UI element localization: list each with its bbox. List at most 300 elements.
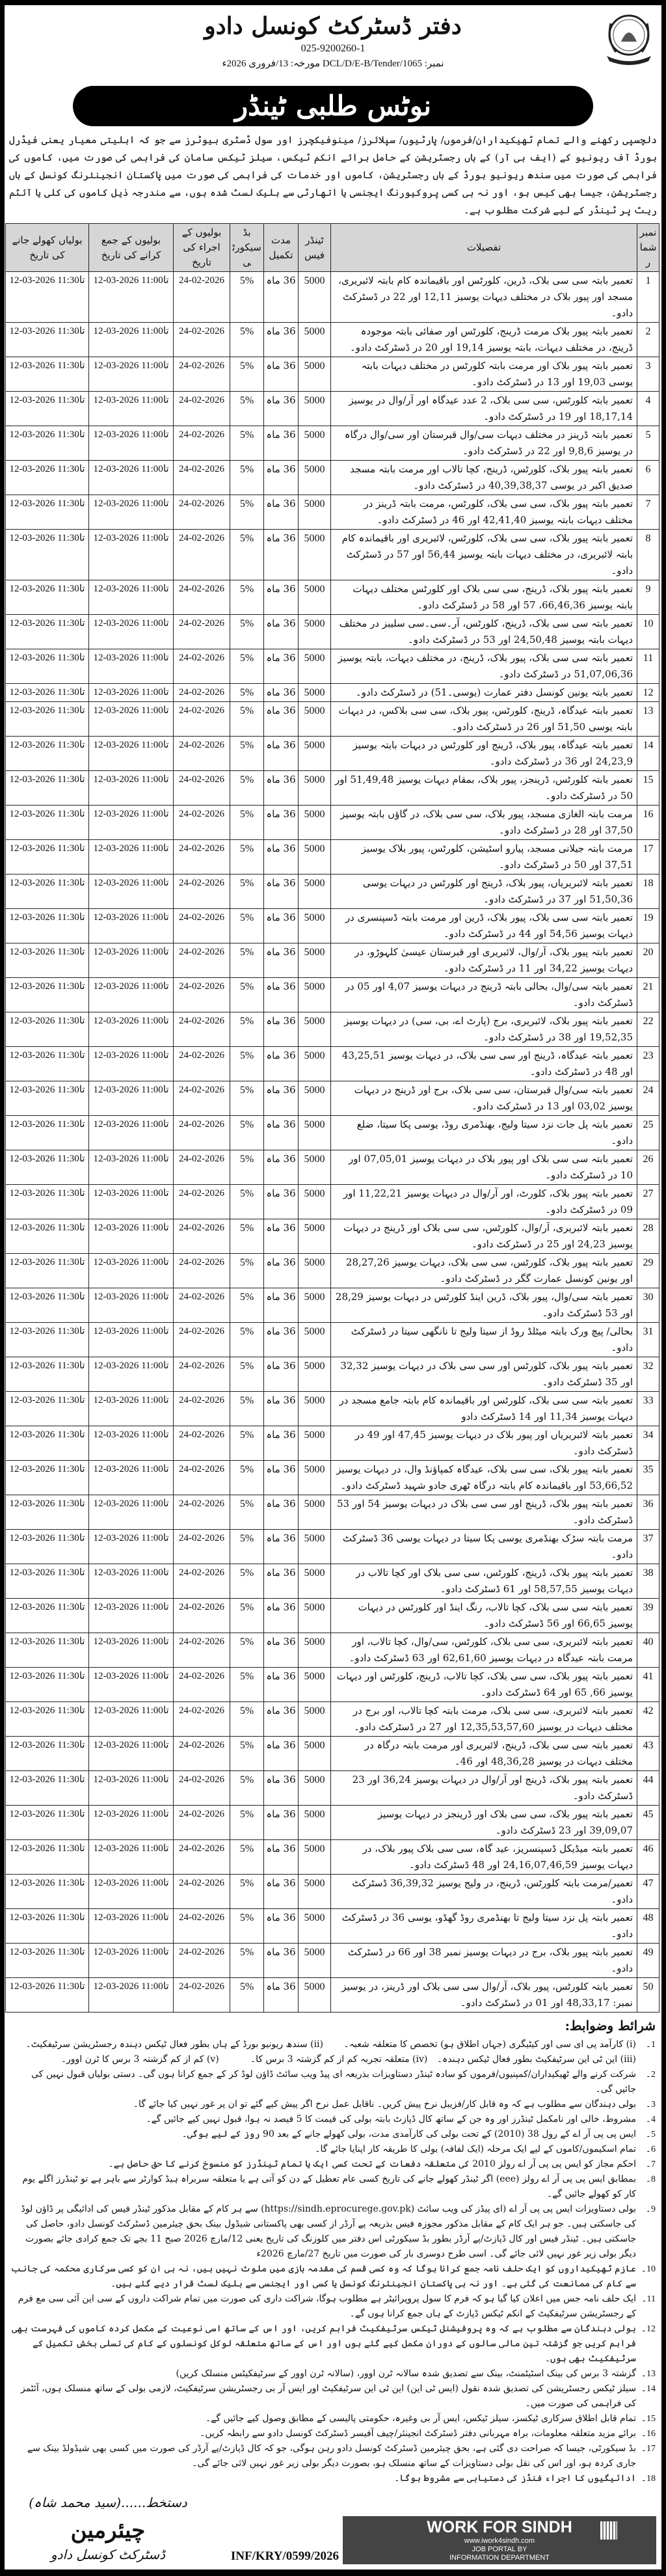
table-row	[6, 737, 659, 771]
row-duration: 36 ماہ	[264, 909, 299, 943]
row-issue-date: 24-02-2026	[174, 1288, 230, 1323]
row-open-time: 11:30	[57, 1361, 79, 1371]
row-submit-time: 11:00	[141, 1533, 163, 1543]
row-bid-security: 5%	[230, 978, 264, 1012]
time-prefix: تا	[163, 1395, 169, 1405]
row-open-time: 11:30	[57, 618, 79, 629]
time-prefix: تا	[79, 1602, 85, 1612]
row-tender-fee: 5000	[299, 1012, 331, 1047]
row-details: تعمیر بابتہ پیور بلاک، ڈرینج اور سی سی بلاک در دیہات یوسیز 54 اور 53 ڈسٹرکٹ دادو۔	[331, 1495, 637, 1530]
time-prefix: تا	[163, 653, 169, 663]
row-duration: 36 ماہ	[264, 1702, 299, 1737]
row-serial-no: 41	[637, 1668, 659, 1702]
row-bid-security: 5%	[230, 1357, 264, 1392]
iwork-for-sindh-banner	[343, 2516, 656, 2564]
row-submit-date	[89, 426, 174, 461]
time-prefix: تا	[79, 464, 85, 474]
row-submit-time: 11:00	[141, 981, 163, 992]
row-details: تعمیر بابتہ سی سی بلاک، پیور بلاک، ڈرینج، در مختلف دیہات، بابتہ یوسیز 51,07,06,36 در ڈسٹرکٹ دادو۔	[331, 649, 637, 684]
row-submit-time: 11:00	[141, 1671, 163, 1681]
term-text: احکم مجاز کو ایس پی پی آر اے رولز 2010 کی متعلقہ دفعات کے تحت کسی ایک یا تمام ٹینڈرز کو منسوخ کرنے کا حق حاصل ہے۔	[108, 2159, 636, 2169]
row-serial-no: 4	[637, 392, 659, 426]
table-row	[6, 1357, 659, 1392]
time-prefix: تا	[163, 1430, 169, 1440]
row-issue-date: 24-02-2026	[174, 806, 230, 840]
row-submit-time: 11:00	[141, 1464, 163, 1474]
term-item	[10, 2292, 656, 2322]
row-open-date	[6, 1219, 89, 1254]
row-submit-time: 11:00	[141, 1636, 163, 1647]
time-prefix: تا	[163, 1947, 169, 1957]
table-row	[6, 1081, 659, 1116]
row-submit-date	[89, 1806, 174, 1840]
time-prefix: تا	[163, 912, 169, 923]
row-details: تعمیر بابتہ پیور بلاک، ڈرینج، کلورٹس، سی سی بلاک اور کچا تالاب در دیہات یوسیز 58,57,55 اور 61 ڈسٹرکٹ دادو۔	[331, 1564, 637, 1599]
row-open-time: 11:30	[57, 395, 79, 405]
row-submit-time: 11:00	[141, 584, 163, 594]
time-prefix: تا	[163, 981, 169, 992]
row-submit-date-value: 12-03-2026	[93, 1774, 139, 1785]
row-submit-time: 11:00	[141, 1843, 163, 1854]
table-row	[6, 1909, 659, 1944]
row-bid-security: 5%	[230, 615, 264, 649]
time-prefix: تا	[79, 843, 85, 854]
term-subitem: (ii) سندھ ریونیو بورڈ کے ہاں بطور فعال ٹیکس دہندہ رجسٹریشن سرٹیفکیٹ۔	[25, 2039, 323, 2050]
row-submit-date-value: 12-03-2026	[93, 912, 139, 923]
row-tender-fee: 5000	[299, 771, 331, 806]
row-open-date-value: 12-03-2026	[9, 740, 55, 750]
row-serial-no: 28	[637, 1219, 659, 1254]
table-row	[6, 1150, 659, 1185]
table-row	[6, 1530, 659, 1564]
row-submit-date	[89, 1426, 174, 1461]
row-issue-date: 24-02-2026	[174, 649, 230, 684]
row-open-date-value: 12-03-2026	[9, 1671, 55, 1681]
time-prefix: تا	[163, 1016, 169, 1026]
time-prefix: تا	[79, 1464, 85, 1474]
row-issue-date: 24-02-2026	[174, 1012, 230, 1047]
row-duration: 36 ماہ	[264, 1840, 299, 1875]
time-prefix: تا	[163, 1050, 169, 1061]
table-row	[6, 1771, 659, 1806]
row-issue-date: 24-02-2026	[174, 1840, 230, 1875]
row-submit-date-value: 12-03-2026	[93, 1602, 139, 1612]
row-duration: 36 ماہ	[264, 1909, 299, 1944]
row-bid-security: 5%	[230, 1978, 264, 2013]
row-bid-security: 5%	[230, 357, 264, 392]
term-item	[10, 2411, 656, 2426]
row-open-date-value: 12-03-2026	[9, 1464, 55, 1474]
header-open-date: بولیاں کھولے جانے کی تاریخ	[6, 224, 89, 272]
term-number: 4۔	[645, 2115, 656, 2124]
row-submit-date-value: 12-03-2026	[93, 360, 139, 371]
time-prefix: تا	[163, 1981, 169, 1992]
row-open-date	[6, 461, 89, 495]
row-details: تعمیر بابتہ سی/وال، پیور بلاک، ڈرین اینڈ کلورٹس در دیہات یوسیز 28,29 اور 53 ڈسٹرکٹ دادو۔	[331, 1288, 637, 1323]
time-prefix: تا	[79, 1016, 85, 1026]
row-duration: 36 ماہ	[264, 684, 299, 702]
row-open-date-value: 12-03-2026	[9, 618, 55, 629]
row-submit-date-value: 12-03-2026	[93, 1878, 139, 1888]
row-open-date-value: 12-03-2026	[9, 1188, 55, 1199]
row-details: تعمیر بابتہ لائبریری، آر/وال، کلورٹس، سی سی بلاک اور ڈرینج در دیہات یوسیز 24,23 اور 25 در ڈسٹرکٹ دادو۔	[331, 1219, 637, 1254]
row-submit-time: 11:00	[141, 1878, 163, 1888]
row-open-date-value: 12-03-2026	[9, 1395, 55, 1405]
row-open-date	[6, 874, 89, 909]
term-text: برائے مزید متعلقہ معلومات، براہ مہربانی دفتر ڈسٹرکٹ انجینئر/چیف آفیسر ڈسٹرکٹ کونسل دادو سے رابطہ کریں۔	[200, 2428, 636, 2439]
row-submit-time: 11:00	[141, 1050, 163, 1061]
row-details: تعمیر بابتہ عیدگاہ، ڈرینج اور سی سی بلاک، در دیہات یوسیز 43,25,51 اور 48 در ڈسٹرکٹ دادو۔	[331, 1047, 637, 1081]
row-serial-no: 26	[637, 1150, 659, 1185]
term-number: 18۔	[641, 2474, 656, 2484]
iwork-line1: JOB PORTAL BY	[472, 2545, 527, 2553]
row-bid-security: 5%	[230, 771, 264, 806]
row-open-date	[6, 1599, 89, 1633]
row-open-date	[6, 615, 89, 649]
table-row	[6, 1702, 659, 1737]
row-open-time: 11:30	[57, 429, 79, 440]
time-prefix: تا	[163, 1188, 169, 1199]
term-subitem: (iii) این ٹی این سرٹیفکیٹ بطور فعال ٹیکس دہندہ۔	[436, 2054, 636, 2065]
row-issue-date: 24-02-2026	[174, 1737, 230, 1771]
row-submit-date-value: 12-03-2026	[93, 1119, 139, 1130]
table-row	[6, 323, 659, 357]
time-prefix: تا	[79, 1119, 85, 1130]
term-text: ایک حلف نامہ جس میں اعلان کیا گیا ہو کہ فرم کا سول پروپرائیٹر ہے مطلوب ہوگا، شراکت داری کی صورت میں تمام شراکت داروں کے سی این آئی سی مع فرم کے رجسٹریشن سرٹیفکیٹ کے انکم ٹیکس ڈپازٹ کے ہاں جمع کرانا ہوں گے۔	[18, 2294, 636, 2319]
row-duration: 36 ماہ	[264, 1978, 299, 2013]
row-tender-fee: 5000	[299, 1978, 331, 2013]
row-tender-fee: 5000	[299, 1219, 331, 1254]
row-submit-date	[89, 392, 174, 426]
row-issue-date: 24-02-2026	[174, 272, 230, 323]
row-submit-date-value: 12-03-2026	[93, 1361, 139, 1371]
row-issue-date: 24-02-2026	[174, 909, 230, 943]
row-duration: 36 ماہ	[264, 1426, 299, 1461]
table-row	[6, 1047, 659, 1081]
row-details: تعمیر بابتہ پیور بلاک، سی سی بلاک اور ڈرینجز در دیہات یوسیز 39,09,07 اور 23 ڈسٹرکٹ دادو۔	[331, 1806, 637, 1840]
row-tender-fee: 5000	[299, 874, 331, 909]
time-prefix: تا	[79, 1981, 85, 1992]
row-issue-date: 24-02-2026	[174, 1081, 230, 1116]
table-row	[6, 978, 659, 1012]
row-details: تعمیر بابتہ پیور بلاک، سی سی بلاک، عیدگاہ کمپاؤنڈ وال، در دیہات یوسیز 53,66,52 اور باقیماندہ کام بابتہ درگاہ ٹھری جادو شہید ڈسٹرکٹ دادو۔	[331, 1461, 637, 1495]
iwork-line2: INFORMATION DEPARTMENT	[449, 2554, 550, 2562]
time-prefix: تا	[163, 878, 169, 888]
row-open-date-value: 12-03-2026	[9, 1292, 55, 1302]
row-submit-time: 11:00	[141, 653, 163, 663]
row-bid-security: 5%	[230, 1564, 264, 1599]
row-issue-date: 24-02-2026	[174, 1150, 230, 1185]
row-details: تعمیر بابتہ سی سی بلاک، ڈرینج، کلورٹس، آر۔سی۔سی سلیبز در مختلف دیہات بابتہ یوسیز 24,50,48 اور 53 در ڈسٹرکٹ دادو۔	[331, 615, 637, 649]
row-bid-security: 5%	[230, 1737, 264, 1771]
row-details: تعمیر بابتہ پیور بلاک، سی سی بلاک، کلورٹس، مرمت بابتہ ڈرینز در مختلف دیہات بابتہ یوسیز 42,41,40 اور 46 در ڈسٹرکٹ دادو۔	[331, 495, 637, 530]
row-tender-fee: 5000	[299, 323, 331, 357]
time-prefix: تا	[79, 533, 85, 543]
row-open-time: 11:30	[57, 1533, 79, 1543]
row-bid-security: 5%	[230, 684, 264, 702]
row-open-date	[6, 1633, 89, 1668]
row-submit-date	[89, 615, 174, 649]
time-prefix: تا	[163, 1912, 169, 1923]
row-bid-security: 5%	[230, 1771, 264, 1806]
row-serial-no: 21	[637, 978, 659, 1012]
signature-block	[10, 2493, 206, 2564]
row-bid-security: 5%	[230, 1012, 264, 1047]
row-open-date	[6, 1012, 89, 1047]
row-submit-time: 11:00	[141, 1326, 163, 1336]
table-row	[6, 1116, 659, 1150]
row-serial-no: 47	[637, 1875, 659, 1909]
row-tender-fee: 5000	[299, 1599, 331, 1633]
time-prefix: تا	[163, 947, 169, 957]
row-open-time: 11:30	[57, 1636, 79, 1647]
table-row	[6, 1012, 659, 1047]
term-text: بولی دستاویزات ایس پی پی آر اے (ای پیڈز کی ویب سائٹ (https://sindh.eprocuregе.gov.pk) سے ہر کام کے مقابل مذکور ٹینڈر فیس کی ادائیگی پر ڈاؤن لوڈ کی جاسکتی ہیں۔ جو ہر ایک کام کے مقابل مذکور مجوزہ فیس بذریعہ پے آرڈر از کسی بھی پاکستانی شیڈول بینک بحق چیئرمین ڈسٹرکٹ کونسل دادو، حاصل کی جاسکتی ہیں۔ ٹینڈر فیس اور کال ڈپازٹ/پے آرڈر بطور بڈ سیکورٹی اس دفتر میں کلوزنگ کی تاریخ یعنی 12/مارچ 2026 صبح 11 بجے تک جمع کرادی جائے بصورت دیگر بولی زیر غور نہیں لائی جائے گی۔ اسی طرح دوسری بار کی صورت میں تاریخ 27/مارچ 2026ء	[21, 2204, 636, 2259]
row-open-date	[6, 1978, 89, 2013]
row-duration: 36 ماہ	[264, 1219, 299, 1254]
time-prefix: تا	[163, 498, 169, 509]
row-details: تعمیر بابتہ پیور بلاک، سی سی بلاک، کلورٹس، لائبریری اور باقیماندہ کام بابتہ لائبریری، در مختلف دیہات بابتہ یوسیز 56,44 اور 57 در ڈسٹرکٹ دادو۔	[331, 530, 637, 580]
time-prefix: تا	[163, 1809, 169, 1819]
row-open-date-value: 12-03-2026	[9, 1050, 55, 1061]
row-issue-date: 24-02-2026	[174, 1323, 230, 1357]
row-submit-time: 11:00	[141, 395, 163, 405]
term-subitem: (i) کارآمد پی ای سی اور کیٹیگری (جہاں اطلاق ہو) تخصص کا متعلقہ شعبہ۔	[343, 2039, 636, 2050]
row-open-date-value: 12-03-2026	[9, 1361, 55, 1371]
row-bid-security: 5%	[230, 1081, 264, 1116]
row-duration: 36 ماہ	[264, 1495, 299, 1530]
row-issue-date: 24-02-2026	[174, 392, 230, 426]
time-prefix: تا	[79, 774, 85, 785]
row-submit-time: 11:00	[141, 1257, 163, 1268]
row-details: تعمیر/مرمت بابتہ کلورٹس، ڈرینج، در ولیج یوسیز 36,39,32 ڈسٹرکٹ دادو۔	[331, 1875, 637, 1909]
time-prefix: تا	[79, 1774, 85, 1785]
row-duration: 36 ماہ	[264, 1599, 299, 1633]
table-row	[6, 1599, 659, 1633]
row-bid-security: 5%	[230, 1254, 264, 1288]
term-text: ایس پی پی آر اے کے رول 38 (2010) کے تحت بولی کی کارآمدی مدت، بولی کھولے جانے کے بعد 90 روز کے لیے ہوگی۔	[181, 2129, 636, 2139]
row-serial-no: 17	[637, 840, 659, 874]
row-tender-fee: 5000	[299, 684, 331, 702]
row-tender-fee: 5000	[299, 1288, 331, 1323]
table-row	[6, 806, 659, 840]
row-details: تعمیر بابتہ میڈیکل ڈسپنسریز، عید گاہ، سی سی بلاک پیور بلاک، در دیہات یوسیز 24,16,07,46,59 اور 48 ڈسٹرکٹ دادو۔	[331, 1840, 637, 1875]
row-submit-date-value: 12-03-2026	[93, 1809, 139, 1819]
row-duration: 36 ماہ	[264, 1668, 299, 1702]
term-number: 7۔	[645, 2160, 656, 2169]
row-tender-fee: 5000	[299, 1944, 331, 1978]
row-submit-time: 11:00	[141, 1361, 163, 1371]
terms-and-conditions	[10, 2016, 656, 2486]
table-row	[6, 1737, 659, 1771]
term-number: 16۔	[641, 2429, 656, 2439]
row-details: تعمیر بابتہ پل جات نزد سیتا ولیج، بھنڈمری روڈ، یوسی پکا سیتا، ضلع دادو۔	[331, 1116, 637, 1150]
row-submit-time: 11:00	[141, 687, 163, 698]
row-submit-date	[89, 909, 174, 943]
row-open-date-value: 12-03-2026	[9, 326, 55, 336]
row-tender-fee: 5000	[299, 1357, 331, 1392]
table-row	[6, 874, 659, 909]
term-item	[10, 2366, 656, 2381]
row-open-time: 11:30	[57, 1119, 79, 1130]
row-open-time: 11:30	[57, 1809, 79, 1819]
row-open-date-value: 12-03-2026	[9, 1257, 55, 1268]
row-tender-fee: 5000	[299, 1426, 331, 1461]
term-item	[10, 2322, 656, 2366]
row-details: تعمیر بابتہ سی سی بلاک، کلورٹس اور باقیماندہ کام بابتہ جامع مسجد در دیہات یوسیز 11,34 اور 14 ڈسٹرکٹ دادو	[331, 1392, 637, 1426]
row-tender-fee: 5000	[299, 978, 331, 1012]
row-submit-date	[89, 1047, 174, 1081]
term-number: 5۔	[645, 2130, 656, 2139]
row-open-date-value: 12-03-2026	[9, 1947, 55, 1957]
time-prefix: تا	[79, 1326, 85, 1336]
row-open-time: 11:30	[57, 1602, 79, 1612]
row-open-time: 11:30	[57, 275, 79, 286]
table-row	[6, 426, 659, 461]
row-open-time: 11:30	[57, 947, 79, 957]
time-prefix: تا	[79, 360, 85, 371]
row-duration: 36 ماہ	[264, 1012, 299, 1047]
row-submit-time: 11:00	[141, 1223, 163, 1233]
row-serial-no: 24	[637, 1081, 659, 1116]
row-bid-security: 5%	[230, 1909, 264, 1944]
row-serial-no: 7	[637, 495, 659, 530]
row-tender-fee: 5000	[299, 1323, 331, 1357]
row-serial-no: 44	[637, 1771, 659, 1806]
row-details: تعمیر بابتہ پیور بلاک، کلورٹس، سی سی بلاک، دیہات یوسیز 28,27,26 اور یونین کونسل عمارت گگر در ڈسٹرکٹ دادو۔	[331, 1254, 637, 1288]
row-submit-time: 11:00	[141, 1981, 163, 1992]
row-issue-date: 24-02-2026	[174, 1944, 230, 1978]
row-open-time: 11:30	[57, 1257, 79, 1268]
row-issue-date: 24-02-2026	[174, 1633, 230, 1668]
row-details: تعمیر بابتہ پیور بلاک مرمت ڈرینج، کلورٹس اور صفائی بابتہ موجودہ ڈرینج، در مختلف دیہات، بابتہ یوسیز 19,14 اور 20 در ڈسٹرکٹ دادو۔	[331, 323, 637, 357]
row-submit-time: 11:00	[141, 1705, 163, 1716]
time-prefix: تا	[163, 1223, 169, 1233]
row-duration: 36 ماہ	[264, 1047, 299, 1081]
row-tender-fee: 5000	[299, 1771, 331, 1806]
row-submit-time: 11:00	[141, 360, 163, 371]
row-issue-date: 24-02-2026	[174, 1047, 230, 1081]
row-submit-date-value: 12-03-2026	[93, 533, 139, 543]
row-open-date	[6, 1495, 89, 1530]
table-row	[6, 1840, 659, 1875]
row-submit-time: 11:00	[141, 1085, 163, 1095]
row-open-date-value: 12-03-2026	[9, 687, 55, 698]
time-prefix: تا	[79, 275, 85, 286]
term-item	[10, 2142, 656, 2157]
time-prefix: تا	[79, 740, 85, 750]
row-serial-no: 25	[637, 1116, 659, 1150]
row-duration: 36 ماہ	[264, 1185, 299, 1219]
table-row	[6, 840, 659, 874]
row-details: تعمیر بابتہ پیور بلاک، برج در دیہات یوسیز نمبر 38 اور 66 در ڈسٹرکٹ دادو۔	[331, 1944, 637, 1978]
row-serial-no: 37	[637, 1530, 659, 1564]
row-open-date	[6, 1737, 89, 1771]
row-submit-time: 11:00	[141, 1567, 163, 1578]
row-submit-date	[89, 874, 174, 909]
row-submit-time: 11:00	[141, 1947, 163, 1957]
time-prefix: تا	[163, 1361, 169, 1371]
row-open-date-value: 12-03-2026	[9, 705, 55, 716]
row-open-date	[6, 684, 89, 702]
row-issue-date: 24-02-2026	[174, 1564, 230, 1599]
row-serial-no: 38	[637, 1564, 659, 1599]
row-open-date-value: 12-03-2026	[9, 1843, 55, 1854]
row-details: تعمیر بابتہ پیور بلاک اور مرمت بابتہ کلورٹس در مختلف دیہات بابتہ یوسی 19,03 اور 13 در ڈسٹرکٹ دادو۔	[331, 357, 637, 392]
table-row	[6, 1495, 659, 1530]
time-prefix: تا	[163, 1498, 169, 1509]
row-submit-date-value: 12-03-2026	[93, 584, 139, 594]
time-prefix: تا	[79, 1705, 85, 1716]
row-submit-date	[89, 1012, 174, 1047]
table-row	[6, 461, 659, 495]
time-prefix: تا	[79, 1947, 85, 1957]
row-details: مرمت بابتہ سڑک بھنڈمری یوسی پکا سیتا در دیہات یوسی 36 ڈسٹرکٹ دادو۔	[331, 1530, 637, 1564]
row-open-date-value: 12-03-2026	[9, 1981, 55, 1992]
row-submit-date	[89, 702, 174, 737]
row-open-time: 11:30	[57, 1395, 79, 1405]
row-open-date	[6, 1771, 89, 1806]
terms-heading: شرائط وضوابط:	[565, 2018, 656, 2033]
row-submit-date	[89, 1875, 174, 1909]
row-tender-fee: 5000	[299, 1461, 331, 1495]
row-serial-no: 23	[637, 1047, 659, 1081]
row-open-date-value: 12-03-2026	[9, 912, 55, 923]
row-tender-fee: 5000	[299, 649, 331, 684]
table-row	[6, 1806, 659, 1840]
term-text: تمام قابل اطلاق سرکاری ٹیکسز، سیلز ٹیکس، ایس آر بی وغیرہ، حکومتی پالیسی کے مطابق وصول کیے جائیں گے۔	[206, 2413, 636, 2424]
table-row	[6, 1185, 659, 1219]
row-open-time: 11:30	[57, 1188, 79, 1199]
table-row	[6, 1633, 659, 1668]
row-open-time: 11:30	[57, 1740, 79, 1750]
row-serial-no: 42	[637, 1702, 659, 1737]
time-prefix: تا	[79, 429, 85, 440]
row-open-time: 11:30	[57, 1498, 79, 1509]
row-open-date-value: 12-03-2026	[9, 1154, 55, 1164]
row-tender-fee: 5000	[299, 1392, 331, 1426]
term-item	[10, 2067, 656, 2097]
table-row	[6, 580, 659, 615]
header-submit-date: بولیوں کے جمع کرانے کی تاریخ	[89, 224, 174, 272]
row-bid-security: 5%	[230, 909, 264, 943]
row-bid-security: 5%	[230, 1116, 264, 1150]
row-submit-date	[89, 806, 174, 840]
row-open-time: 11:30	[57, 981, 79, 992]
row-details: تعمیر بابتہ سی/وال قبرستان، سی سی بلاک، برج اور ڈرینج در دیہات یوسیز 03,02 اور 13 در ڈسٹرکٹ دادو۔	[331, 1081, 637, 1116]
row-submit-date	[89, 737, 174, 771]
row-open-time: 11:30	[57, 1705, 79, 1716]
row-tender-fee: 5000	[299, 1840, 331, 1875]
row-details: تعمیر بابتہ عیدگاہ، پیور بلاک، ڈرینج اور کلورٹس در دیہات بابتہ یوسیز 24,23,9 اور 36 در ڈسٹرکٹ دادو۔	[331, 737, 637, 771]
row-open-date	[6, 1564, 89, 1599]
row-details: تعمیر بابتہ لائبریری، سی سی بلاک، کلورٹس، سی/وال، کچا تالاب، اور مرمت بابتہ عیدگاہ در دیہات یوسیز 62,61,60 اور 63 ڈسٹرکٹ دادو۔	[331, 1633, 637, 1668]
row-submit-date	[89, 684, 174, 702]
row-issue-date: 24-02-2026	[174, 615, 230, 649]
row-open-time: 11:30	[57, 705, 79, 716]
row-submit-time: 11:00	[141, 1774, 163, 1785]
row-open-time: 11:30	[57, 533, 79, 543]
row-details: تعمیر بابتہ پیور بلاک، ڈرینج اور آر/وال در دیہات یوسیز 36,24 اور 23 ڈسٹرکٹ دادو۔	[331, 1771, 637, 1806]
row-issue-date: 24-02-2026	[174, 1254, 230, 1288]
row-bid-security: 5%	[230, 1840, 264, 1875]
row-duration: 36 ماہ	[264, 1806, 299, 1840]
row-submit-time: 11:00	[141, 326, 163, 336]
row-submit-date	[89, 1288, 174, 1323]
row-tender-fee: 5000	[299, 615, 331, 649]
row-open-date	[6, 1530, 89, 1564]
row-serial-no: 31	[637, 1323, 659, 1357]
